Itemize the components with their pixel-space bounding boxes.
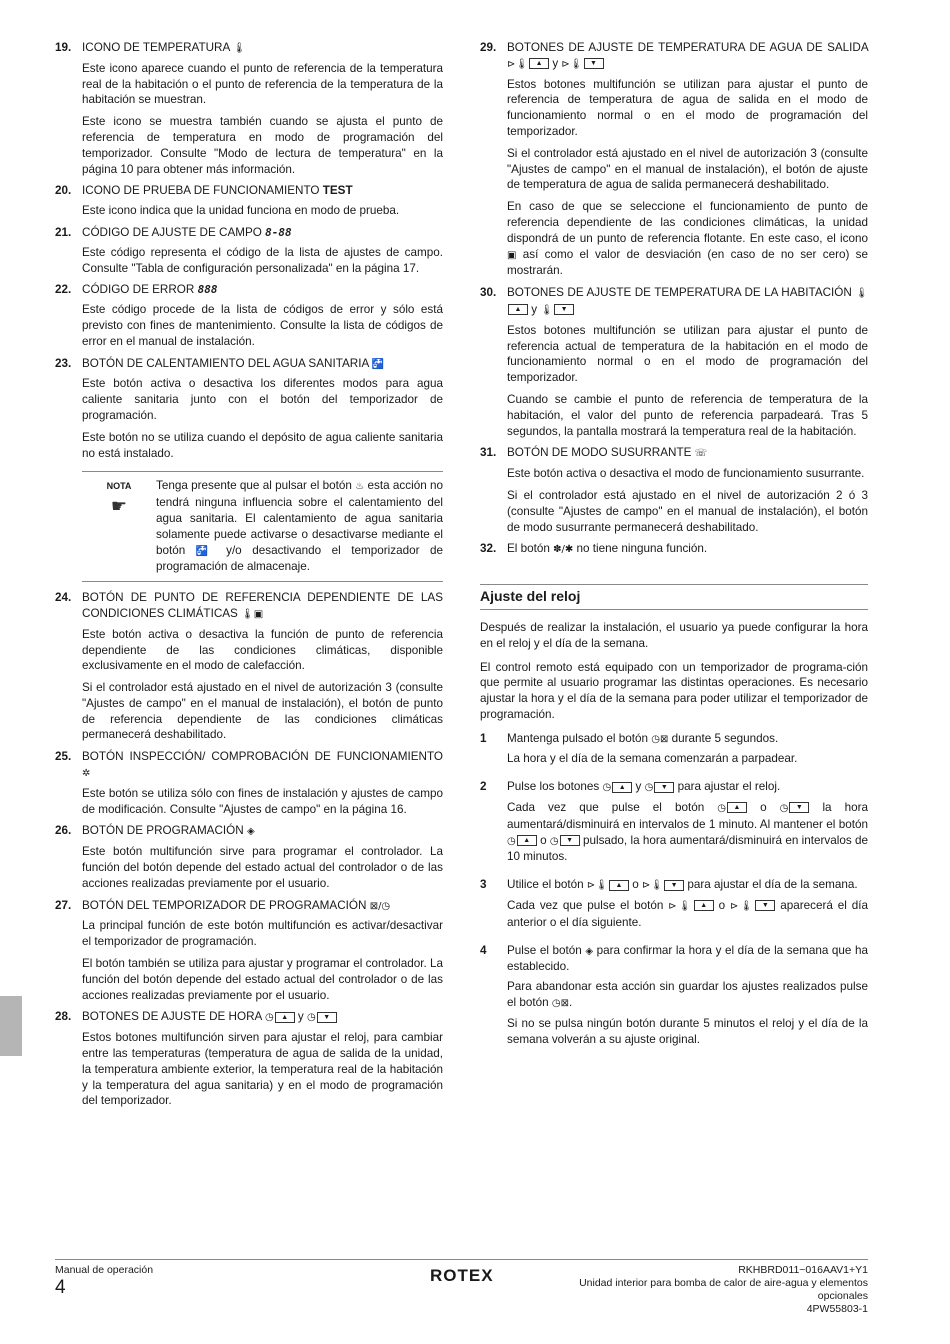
item-title: ICONO DE TEMPERATURA: [82, 41, 230, 54]
footer-manual-title: Manual de operación: [55, 1264, 154, 1276]
item-22: [55, 282, 443, 349]
step-text: [507, 731, 868, 748]
document-code: 4PW55803-1: [806, 1303, 868, 1315]
room-temp-icon: 🌡: [540, 304, 554, 316]
item-number: 32.: [480, 542, 497, 556]
down-key-icon: ▼: [560, 835, 580, 846]
down-key-icon: ▼: [664, 880, 684, 891]
up-key-icon: ▲: [275, 1012, 295, 1023]
step-text: [507, 943, 868, 976]
footer-right: [548, 1264, 868, 1316]
item-title-a: El botón: [507, 542, 550, 556]
item-28: [55, 1009, 443, 1109]
item-title: CÓDIGO DE ERROR: [82, 283, 195, 297]
item-paragraph: Este botón activa o desactiva los diferentes modos para agua caliente sanitaria junto con el botón del temporizador de programación.: [82, 377, 443, 422]
item-paragraph: Si el controlador está ajustado en el nivel de autorización 2 ó 3 (consulte "Ajustes de campo" en el manual de instalación), el botón de modo susurrante permanecerá deshabilitado.: [507, 488, 868, 534]
whisper-icon: ☏: [694, 448, 708, 460]
up-key-icon: ▲: [609, 880, 629, 891]
item-paragraph: Estos botones multifunción se utilizan para ajustar el punto de referencia de temperatura de agua de salida en el modo de funcionamiento normal o en el modo de programación del temporizador.: [507, 77, 868, 138]
item-number: 22.: [55, 283, 72, 297]
step-number: 1: [480, 731, 487, 745]
step-detail-c: pulsado, la hora aumentará/disminuirá en intervalos de 10 minutos.: [507, 833, 868, 864]
item-paragraph: [507, 199, 868, 279]
item-title-b: no tiene ninguna función.: [576, 542, 708, 556]
item-20: [55, 183, 443, 219]
item-29: [480, 40, 868, 279]
item-number: 30.: [480, 286, 497, 300]
note-text-b: esta acción no tendrá ninguna influencia sobre el calentamiento del agua sanitaria. El calentamiento de agua sanitaria solamente puede activarse o desactivarse mediante el botón: [156, 479, 444, 557]
down-key-icon: ▼: [584, 58, 604, 69]
up-key-icon: ▲: [517, 835, 537, 846]
step-number: 3: [480, 878, 487, 892]
item-title: BOTÓN DE CALENTAMIENTO DEL AGUA SANITARIA: [82, 356, 369, 370]
step-detail-a: Cada vez que pulse el botón: [507, 899, 664, 913]
item-title: BOTÓN INSPECCIÓN/ COMPROBACIÓN DE FUNCIONAMIENTO: [82, 750, 443, 764]
field-code: 8-88: [265, 225, 292, 239]
para-text-b: así como el valor de desviación (en caso de no ser cero) se mostrarán.: [507, 247, 869, 278]
program-icon: ◈: [585, 945, 594, 957]
page-number: 4: [55, 1277, 66, 1298]
footer-divider: [55, 1259, 868, 1260]
note-label: NOTA: [106, 481, 132, 492]
item-23: [55, 356, 443, 462]
item-title: BOTÓN DE MODO SUSURRANTE: [507, 446, 692, 460]
item-paragraph: Este botón multifunción sirve para programar el controlador. La función del botón depende del estado actual del controlador o de las acciones realizadas previamente por el usuario.: [82, 845, 443, 890]
item-paragraph: El botón también se utiliza para ajustar y programar el controlador. La función del botón depende del estado actual del controlador o de las acciones realizadas previamente por el usuario.: [82, 957, 443, 1002]
outlet-water-icon: ⊳🌡: [507, 58, 529, 70]
item-paragraph: Este botón se utiliza sólo con fines de instalación y ajustes de campo de modificación. Consulte "Ajustes de campo" en la página 16.: [82, 786, 443, 816]
item-32: [480, 541, 868, 558]
item-number: 24.: [55, 591, 72, 605]
rotex-logo: ROTEX: [430, 1266, 494, 1285]
item-paragraph: Este código procede de la lista de códigos de error y sólo está previsto con fines de mantenimiento. Consulte la lista de códigos de error en el manual de instalación.: [82, 303, 443, 348]
item-21: [55, 225, 443, 276]
pointing-hand-icon: ☛: [110, 496, 128, 517]
down-key-icon: ▼: [789, 802, 809, 813]
item-number: 21.: [55, 225, 72, 239]
clock-icon: ◷: [717, 803, 726, 815]
item-title: BOTÓN DE PROGRAMACIÓN: [82, 824, 244, 838]
up-key-icon: ▲: [727, 802, 747, 813]
step-text-a: Mantenga pulsado el botón: [507, 731, 649, 745]
conjunction: o: [632, 878, 639, 892]
right-column: [480, 40, 868, 1059]
step-detail: [507, 898, 868, 931]
item-number: 23.: [55, 356, 72, 370]
item-title: BOTONES DE AJUSTE DE HORA: [82, 1010, 262, 1024]
up-key-icon: ▲: [612, 782, 632, 793]
item-19: [55, 40, 443, 177]
conjunction: o: [540, 833, 547, 847]
clock-icon: ◷: [307, 1012, 316, 1024]
item-26: [55, 823, 443, 891]
item-paragraph: Este código representa el código de la lista de ajustes de campo. Consulte "Tabla de configuración personalizada" en la página 17.: [82, 245, 443, 275]
side-tab-marker: [0, 996, 22, 1056]
step-2: [480, 779, 868, 869]
left-column: [55, 40, 443, 1115]
item-number: 28.: [55, 1010, 72, 1024]
conjunction: y: [552, 56, 559, 70]
product-description: Unidad interior para bomba de calor de aire-agua y elementos opcionales: [579, 1277, 868, 1302]
down-key-icon: ▼: [654, 782, 674, 793]
item-title: BOTÓN DEL TEMPORIZADOR DE PROGRAMACIÓN: [82, 898, 367, 912]
step-detail-b: aparecerá el día anterior o el día siguiente.: [507, 899, 869, 929]
storage-heater-icon: ♨: [355, 481, 365, 493]
step-detail-a: Para abandonar esta acción sin guardar los ajustes realizados pulse el botón: [507, 980, 868, 1010]
item-paragraph: Si el controlador está ajustado en el nivel de autorización 3 (consulte "Ajustes de campo" en el manual de instalación), el botón de ajuste de temperatura de agua de salida permanecerá deshabilitado.: [507, 146, 868, 192]
item-paragraph: Si el controlador está ajustado en el nivel de autorización 3 (consulte "Ajustes de campo" en el manual de instalación), el botón de punto de referencia dependiente de las condiciones climáticas permanecerá deshabilitado.: [82, 681, 443, 742]
item-title: BOTONES DE AJUSTE DE TEMPERATURA DE AGUA DE SALIDA: [507, 41, 868, 54]
clock-icon: ◷: [602, 782, 612, 794]
outlet-water-icon: ⊳🌡: [730, 901, 755, 913]
item-paragraph: Este botón activa o desactiva el modo de funcionamiento susurrante.: [507, 467, 865, 481]
down-key-icon: ▼: [317, 1012, 337, 1023]
step-number: 2: [480, 780, 487, 794]
item-number: 20.: [55, 184, 72, 198]
up-key-icon: ▲: [529, 58, 549, 69]
step-text-b: para ajustar el reloj.: [677, 780, 781, 794]
item-number: 31.: [480, 446, 497, 460]
up-key-icon: ▲: [694, 900, 714, 911]
step-text: [507, 877, 868, 894]
step-3: [480, 877, 868, 934]
item-paragraph: Cuando se cambie el punto de referencia de temperatura de la habitación, el valor del punto de referencia parpadeará. Tras 5 segundos, la pantalla mostrará la temperatura real de la habitación.: [507, 392, 868, 438]
down-key-icon: ▼: [554, 304, 574, 315]
item-title: ICONO DE PRUEBA DE FUNCIONAMIENTO: [82, 184, 320, 198]
note-text-a: Tenga presente que al pulsar el botón: [156, 479, 352, 493]
item-title: BOTÓN DE PUNTO DE REFERENCIA DEPENDIENTE DE LAS CONDICIONES CLIMÁTICAS: [82, 591, 443, 620]
step-text: [507, 779, 868, 796]
item-number: 19.: [55, 41, 72, 54]
test-code: TEST: [322, 184, 353, 198]
item-paragraph: Estos botones multifunción sirven para ajustar el reloj, para cambiar entre las temperaturas (temperatura de agua de salida de la unidad, la temperatura ambiente exterior, la temperatura real de la habitación y la temperatura del agua sanitaria) y en el modo de programación del temporizador.: [82, 1031, 443, 1108]
clock-timer-icon: ◷⊠: [551, 998, 569, 1010]
item-25: [55, 749, 443, 817]
section-title: Ajuste del reloj: [480, 584, 868, 610]
clock-timer-icon: ◷⊠: [651, 733, 669, 745]
section-paragraph: Después de realizar la instalación, el usuario ya puede configurar la hora en el reloj y el día de la semana.: [480, 620, 868, 650]
tap-icon: 🚰: [195, 545, 216, 557]
item-31: [480, 445, 868, 535]
item-paragraph: Este icono se muestra también cuando se ajusta el punto de referencia de temperatura en modo de programación del temporizador. Consulte "Modo de lectura de temperatura" en la página 10 para obtener más información.: [82, 115, 443, 176]
conjunction: y: [297, 1010, 304, 1024]
item-30: [480, 285, 868, 439]
item-number: 25.: [55, 750, 72, 764]
item-paragraph: Estos botones multifunción se utilizan para ajustar el punto de referencia actual de temperatura de la habitación en el modo de funcionamiento normal o en el modo de programación del temporizador.: [507, 323, 868, 385]
item-paragraph: Este botón no se utiliza cuando el depósito de agua caliente sanitaria no está instalado.: [82, 430, 443, 460]
weather-dependent-icon: 🌡▣: [241, 608, 264, 620]
step-1: [480, 731, 868, 772]
item-24: [55, 590, 443, 743]
conjunction: o: [718, 899, 726, 913]
weather-dependent-icon: ▣: [507, 249, 517, 261]
outlet-water-icon: ⊳🌡: [642, 880, 664, 892]
section-paragraph: El control remoto está equipado con un temporizador de programa-ción que permite al usuario programar las distintas operaciones. Es necesario ajustar la hora y el día de la semana para poder utilizar el temporizador de programación.: [480, 660, 868, 721]
program-icon: ◈: [246, 826, 255, 838]
step-detail: Para abandonar esta acción sin guardar los ajustes realizados pulse el botón ◷⊠.: [507, 980, 868, 1010]
down-key-icon: ▼: [755, 900, 775, 911]
item-paragraph: Este icono indica que la unidad funciona en modo de prueba.: [82, 204, 400, 218]
item-27: [55, 898, 443, 1004]
clock-icon: ◷: [779, 803, 789, 815]
step-detail-a: Cada vez que pulse el botón: [507, 801, 705, 815]
conjunction: y: [635, 780, 642, 794]
step-text-b: durante 5 segundos.: [671, 731, 779, 745]
step-number: 4: [480, 943, 487, 957]
step-text-a: Pulse los botones: [507, 780, 600, 794]
clock-icon: ◷: [264, 1012, 274, 1024]
item-title: BOTONES DE AJUSTE DE TEMPERATURA DE LA HABITACIÓN: [507, 286, 852, 300]
step-detail: La hora y el día de la semana comenzarán a parpadear.: [507, 752, 798, 766]
item-number: 29.: [480, 41, 497, 54]
outlet-water-icon: ⊳🌡: [586, 880, 608, 892]
item-paragraph: Este botón activa o desactiva la función de punto de referencia dependiente de las condiciones climáticas, disponible exclusivamente en el modo de calefacción.: [82, 627, 443, 673]
step-detail: [507, 800, 868, 865]
note-text: [156, 478, 443, 575]
note-box: [82, 471, 443, 582]
step-text-b: para ajustar el día de la semana.: [687, 878, 858, 892]
item-number: 27.: [55, 898, 72, 912]
timer-icon: ⊠/◷: [369, 900, 391, 912]
item-paragraph: La principal función de este botón multifunción es activar/desactivar el temporizador de programación.: [82, 919, 443, 949]
outlet-water-icon: ⊳🌡: [561, 58, 583, 70]
item-paragraph: Este icono aparece cuando el punto de referencia de la temperatura real de la habitación o el punto de referencia de la temperatura de la habitación se muestran.: [82, 61, 443, 107]
step-detail: Si no se pulsa ningún botón durante 5 minutos el reloj y el día de la semana volverán a su ajuste original.: [507, 1016, 868, 1046]
step-detail-b: la hora aumentará/disminuirá en intervalos de 1 minuto. Al mantener el botón: [507, 801, 868, 831]
step-text-a: Utilice el botón: [507, 878, 584, 892]
inspection-icon: ✲: [82, 768, 91, 780]
up-key-icon: ▲: [508, 304, 528, 315]
conjunction: o: [760, 801, 767, 815]
step-text-a: Pulse el botón: [507, 943, 582, 957]
error-code: 888: [197, 283, 218, 297]
step-text-b: para confirmar la hora y el día de la semana que ha establecido.: [507, 943, 869, 974]
item-title: CÓDIGO DE AJUSTE DE CAMPO: [82, 225, 262, 239]
para-text-a: En caso de que se seleccione el funcionamiento de punto de referencia dependiente de las condiciones climáticas, la unidad dispondrá de un punto de referencia flotante. En este caso, el icono: [507, 200, 868, 245]
fan-icon: ✽/✱: [553, 544, 574, 556]
model-code: RKHBRD011~016AAV1+Y1: [738, 1264, 868, 1276]
clock-icon: ◷: [507, 835, 516, 847]
outlet-water-icon: ⊳🌡: [668, 901, 693, 913]
step-4: [480, 943, 868, 1052]
note-text-c: y/o desactivando el temporizador de programación de almacenaje.: [156, 543, 444, 574]
tap-icon: 🚰: [371, 358, 385, 370]
clock-icon: ◷: [549, 835, 559, 847]
thermometer-icon: 🌡: [232, 43, 246, 54]
item-number: 26.: [55, 824, 72, 838]
clock-icon: ◷: [644, 782, 654, 794]
conjunction: y: [531, 302, 538, 316]
room-temp-icon: 🌡: [855, 288, 869, 300]
